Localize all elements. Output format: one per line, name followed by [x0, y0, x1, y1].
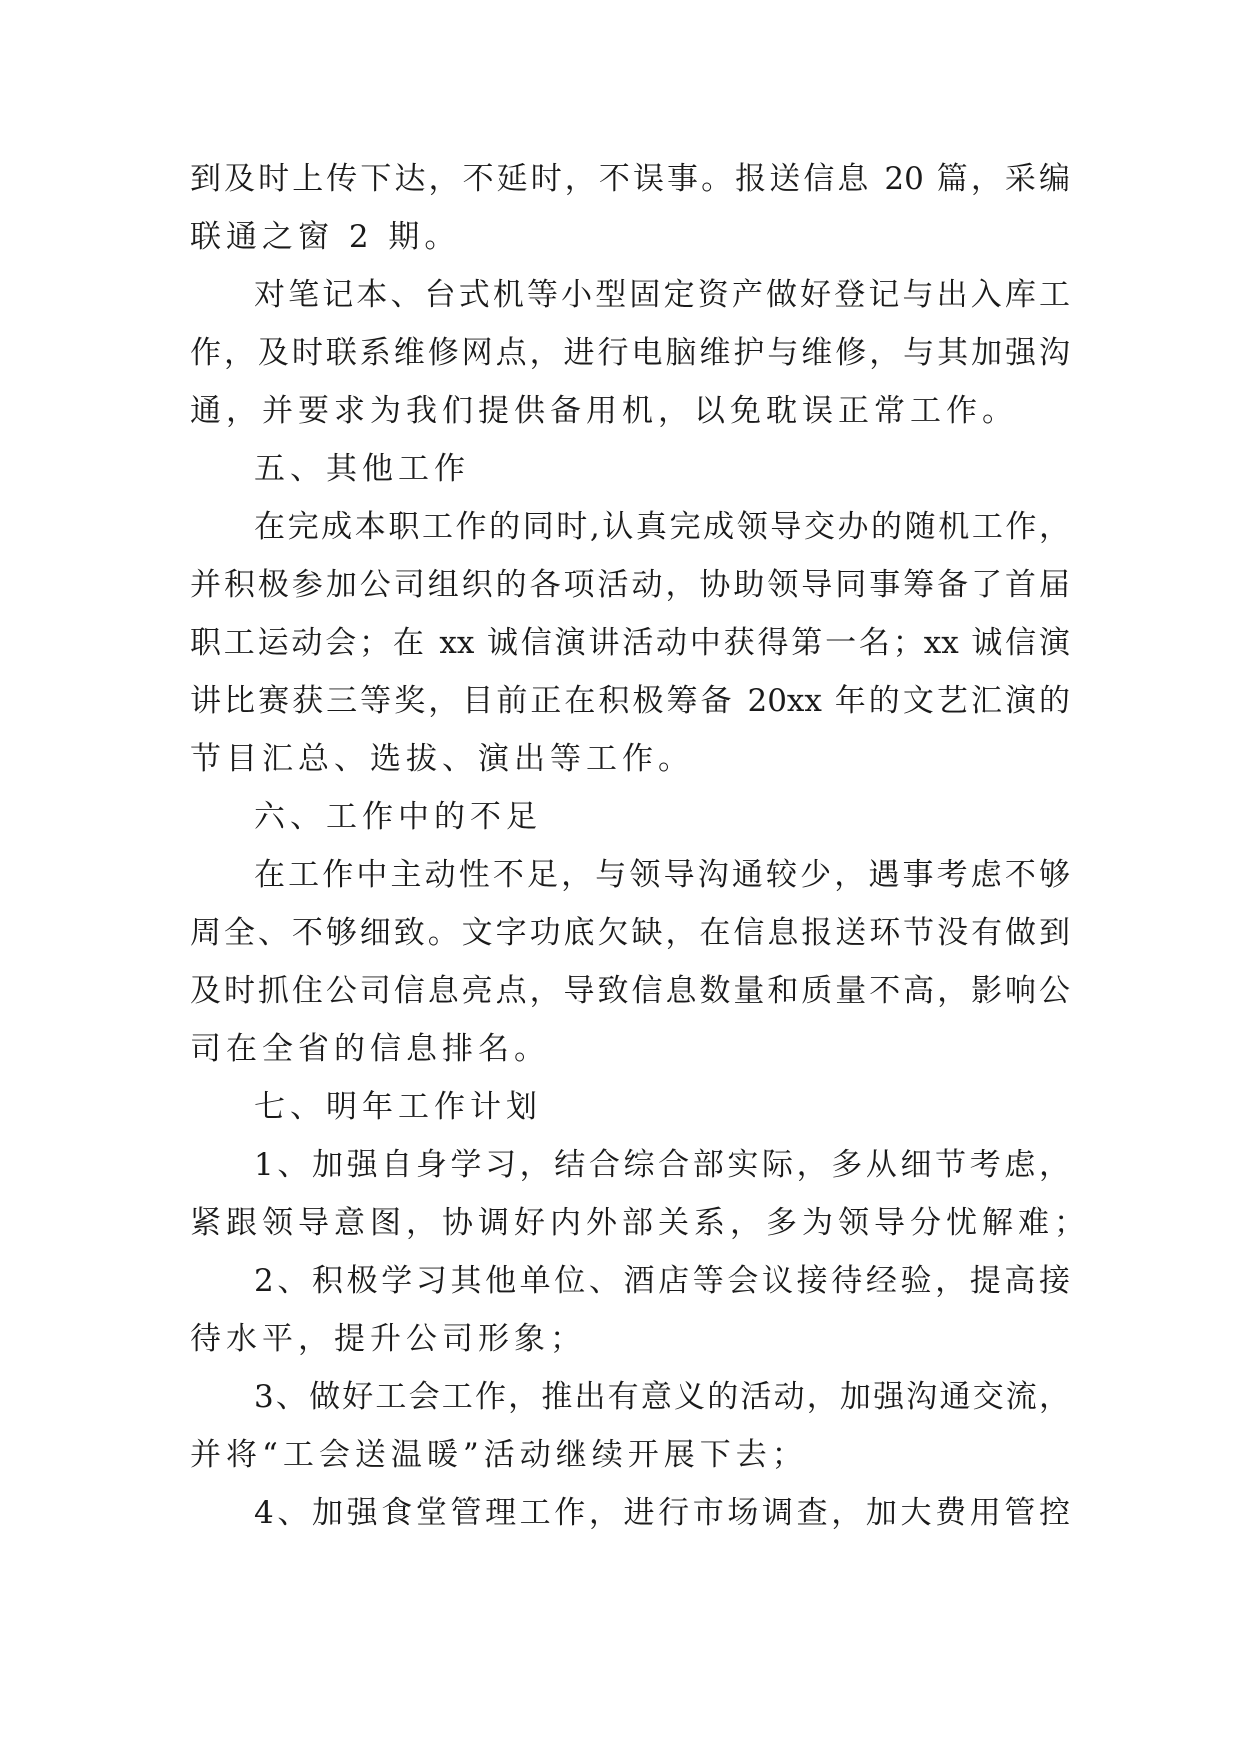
text-line: 1、加强自身学习，结合综合部实际，多从细节考虑， [254, 1147, 1070, 1183]
text-line: 作，及时联系维修网点，进行电脑维护与维修，与其加强沟 [190, 335, 1070, 371]
text-line: 五、其他工作 [254, 451, 470, 487]
text-line: 在工作中主动性不足，与领导沟通较少，遇事考虑不够 [254, 857, 1070, 893]
text-line: 3、做好工会工作，推出有意义的活动，加强沟通交流， [254, 1379, 1070, 1415]
text-line: 在完成本职工作的同时,认真完成领导交办的随机工作， [254, 509, 1070, 545]
text-line: 待水平，提升公司形象； [190, 1321, 586, 1357]
text-line: 4、加强食堂管理工作，进行市场调查，加大费用管控 [254, 1495, 1070, 1531]
text-line: 联通之窗 2 期。 [190, 219, 461, 255]
text-line: 紧跟领导意图，协调好内外部关系，多为领导分忧解难； [190, 1205, 1090, 1241]
text-line: 到及时上传下达，不延时，不误事。报送信息 20 篇，采编 [190, 161, 1070, 197]
text-line: 司在全省的信息排名。 [190, 1031, 550, 1067]
text-line: 通，并要求为我们提供备用机，以免耽误正常工作。 [190, 393, 1018, 429]
text-line: 2、积极学习其他单位、酒店等会议接待经验，提高接 [254, 1263, 1070, 1299]
text-line: 节目汇总、选拔、演出等工作。 [190, 741, 694, 777]
text-line: 六、工作中的不足 [254, 799, 542, 835]
text-line: 周全、不够细致。文字功底欠缺，在信息报送环节没有做到 [190, 915, 1070, 951]
text-line: 七、明年工作计划 [254, 1089, 542, 1125]
text-line: 对笔记本、台式机等小型固定资产做好登记与出入库工 [254, 277, 1070, 313]
text-line: 讲比赛获三等奖，目前正在积极筹备 20xx 年的文艺汇演的 [190, 683, 1070, 719]
text-line: 职工运动会；在 xx 诚信演讲活动中获得第一名；xx 诚信演 [190, 625, 1070, 661]
text-line: 并将“工会送温暖”活动继续开展下去； [190, 1437, 808, 1473]
text-line: 并积极参加公司组织的各项活动，协助领导同事筹备了首届 [190, 567, 1070, 603]
document-body [190, 150, 1090, 1542]
text-line: 及时抓住公司信息亮点，导致信息数量和质量不高，影响公 [190, 973, 1070, 1009]
